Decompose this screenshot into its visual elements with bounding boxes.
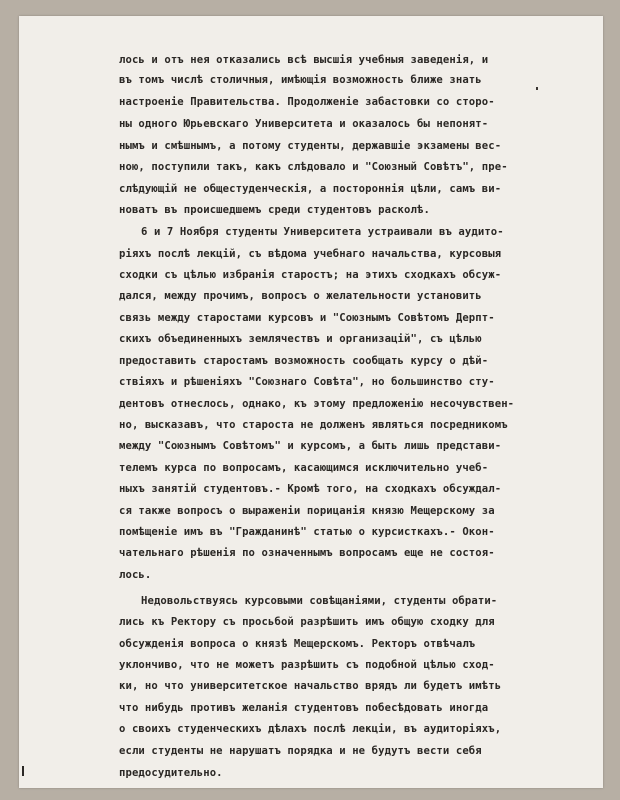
text-line: телемъ курса по вопросамъ, касающимся исключительно учеб- (119, 462, 489, 474)
text-line: скихъ объединенныхъ землячествъ и организацій", съ цѣлью (119, 333, 482, 345)
text-line: лось и отъ нея отказались всѣ высшія учебныя заведенія, и (119, 54, 489, 66)
text-line: ріяхъ послѣ лекцій, съ вѣдома учебнаго начальства, курсовыя (119, 248, 502, 260)
text-line: помѣщеніе имъ въ "Гражданинѣ" статью о курсисткахъ.- Окон- (119, 526, 495, 538)
text-line: ныхъ занятій студентовъ.- Кромѣ того, на сходкахъ обсуждал- (119, 483, 502, 495)
text-line: въ томъ числѣ столичныя, имѣющія возможность ближе знать (119, 74, 482, 86)
text-line: предосудительно. (119, 767, 223, 779)
text-line: лось. (119, 569, 152, 581)
text-line: ся также вопросъ о выраженіи порицанія князю Мещерскому за (119, 505, 495, 517)
text-line: дался, между прочимъ, вопросъ о желательности установить (119, 290, 482, 302)
margin-mark (22, 766, 24, 776)
typewritten-page (19, 16, 603, 788)
text-line: настроеніе Правительства. Продолженіе забастовки со сторо- (119, 96, 495, 108)
text-line: если студенты не нарушатъ порядка и не будутъ вести себя (119, 745, 482, 757)
text-line: между "Союзнымъ Совѣтомъ" и курсомъ, а быть лишь представи- (119, 440, 502, 452)
text-line: ки, но что университетское начальство врядъ ли будетъ имѣть (119, 680, 502, 692)
text-line: Недовольствуясь курсовыми совѣщаніями, студенты обрати- (141, 595, 498, 607)
text-line: слѣдующій не общестуденческія, а постороннія цѣли, самъ ви- (119, 183, 502, 195)
text-line: ствіяхъ и рѣшеніяхъ "Союзнаго Совѣта", но большинство сту- (119, 376, 495, 388)
text-line: уклончиво, что не можетъ разрѣшить съ подобной цѣлью сход- (119, 659, 495, 671)
text-line: ною, поступили такъ, какъ слѣдовало и "Союзный Совѣтъ", пре- (119, 161, 508, 173)
text-line: ны одного Юрьевскаго Университета и оказалось бы непонят- (119, 118, 489, 130)
text-line: предоставить старостамъ возможность сообщать курсу о дѣй- (119, 355, 489, 367)
stray-mark (536, 87, 538, 90)
text-line: новатъ въ происшедшемъ среди студентовъ расколѣ. (119, 204, 430, 216)
text-line: 6 и 7 Ноября студенты Университета устраивали въ аудито- (141, 226, 504, 238)
text-line: обсужденія вопроса о князѣ Мещерскомъ. Ректоръ отвѣчалъ (119, 638, 476, 650)
text-line: дентовъ отнеслось, однако, къ этому предложенію несочувствен- (119, 398, 515, 410)
text-line: что нибудь противъ желанія студентовъ побесѣдовать иногда (119, 702, 489, 714)
text-line: нымъ и смѣшнымъ, а потому студенты, державшіе экзамены вес- (119, 140, 502, 152)
text-line: но, высказавъ, что староста не долженъ являться посредникомъ (119, 419, 508, 431)
text-line: связь между старостами курсовъ и "Союзнымъ Совѣтомъ Дерпт- (119, 312, 495, 324)
text-line: о своихъ студенческихъ дѣлахъ послѣ лекціи, въ аудиторіяхъ, (119, 723, 502, 735)
text-line: сходки съ цѣлью избранія старостъ; на этихъ сходкахъ обсуж- (119, 269, 502, 281)
text-line: чательнаго рѣшенія по означеннымъ вопросамъ еще не состоя- (119, 547, 495, 559)
text-line: лись къ Ректору съ просьбой разрѣшить имъ общую сходку для (119, 616, 495, 628)
